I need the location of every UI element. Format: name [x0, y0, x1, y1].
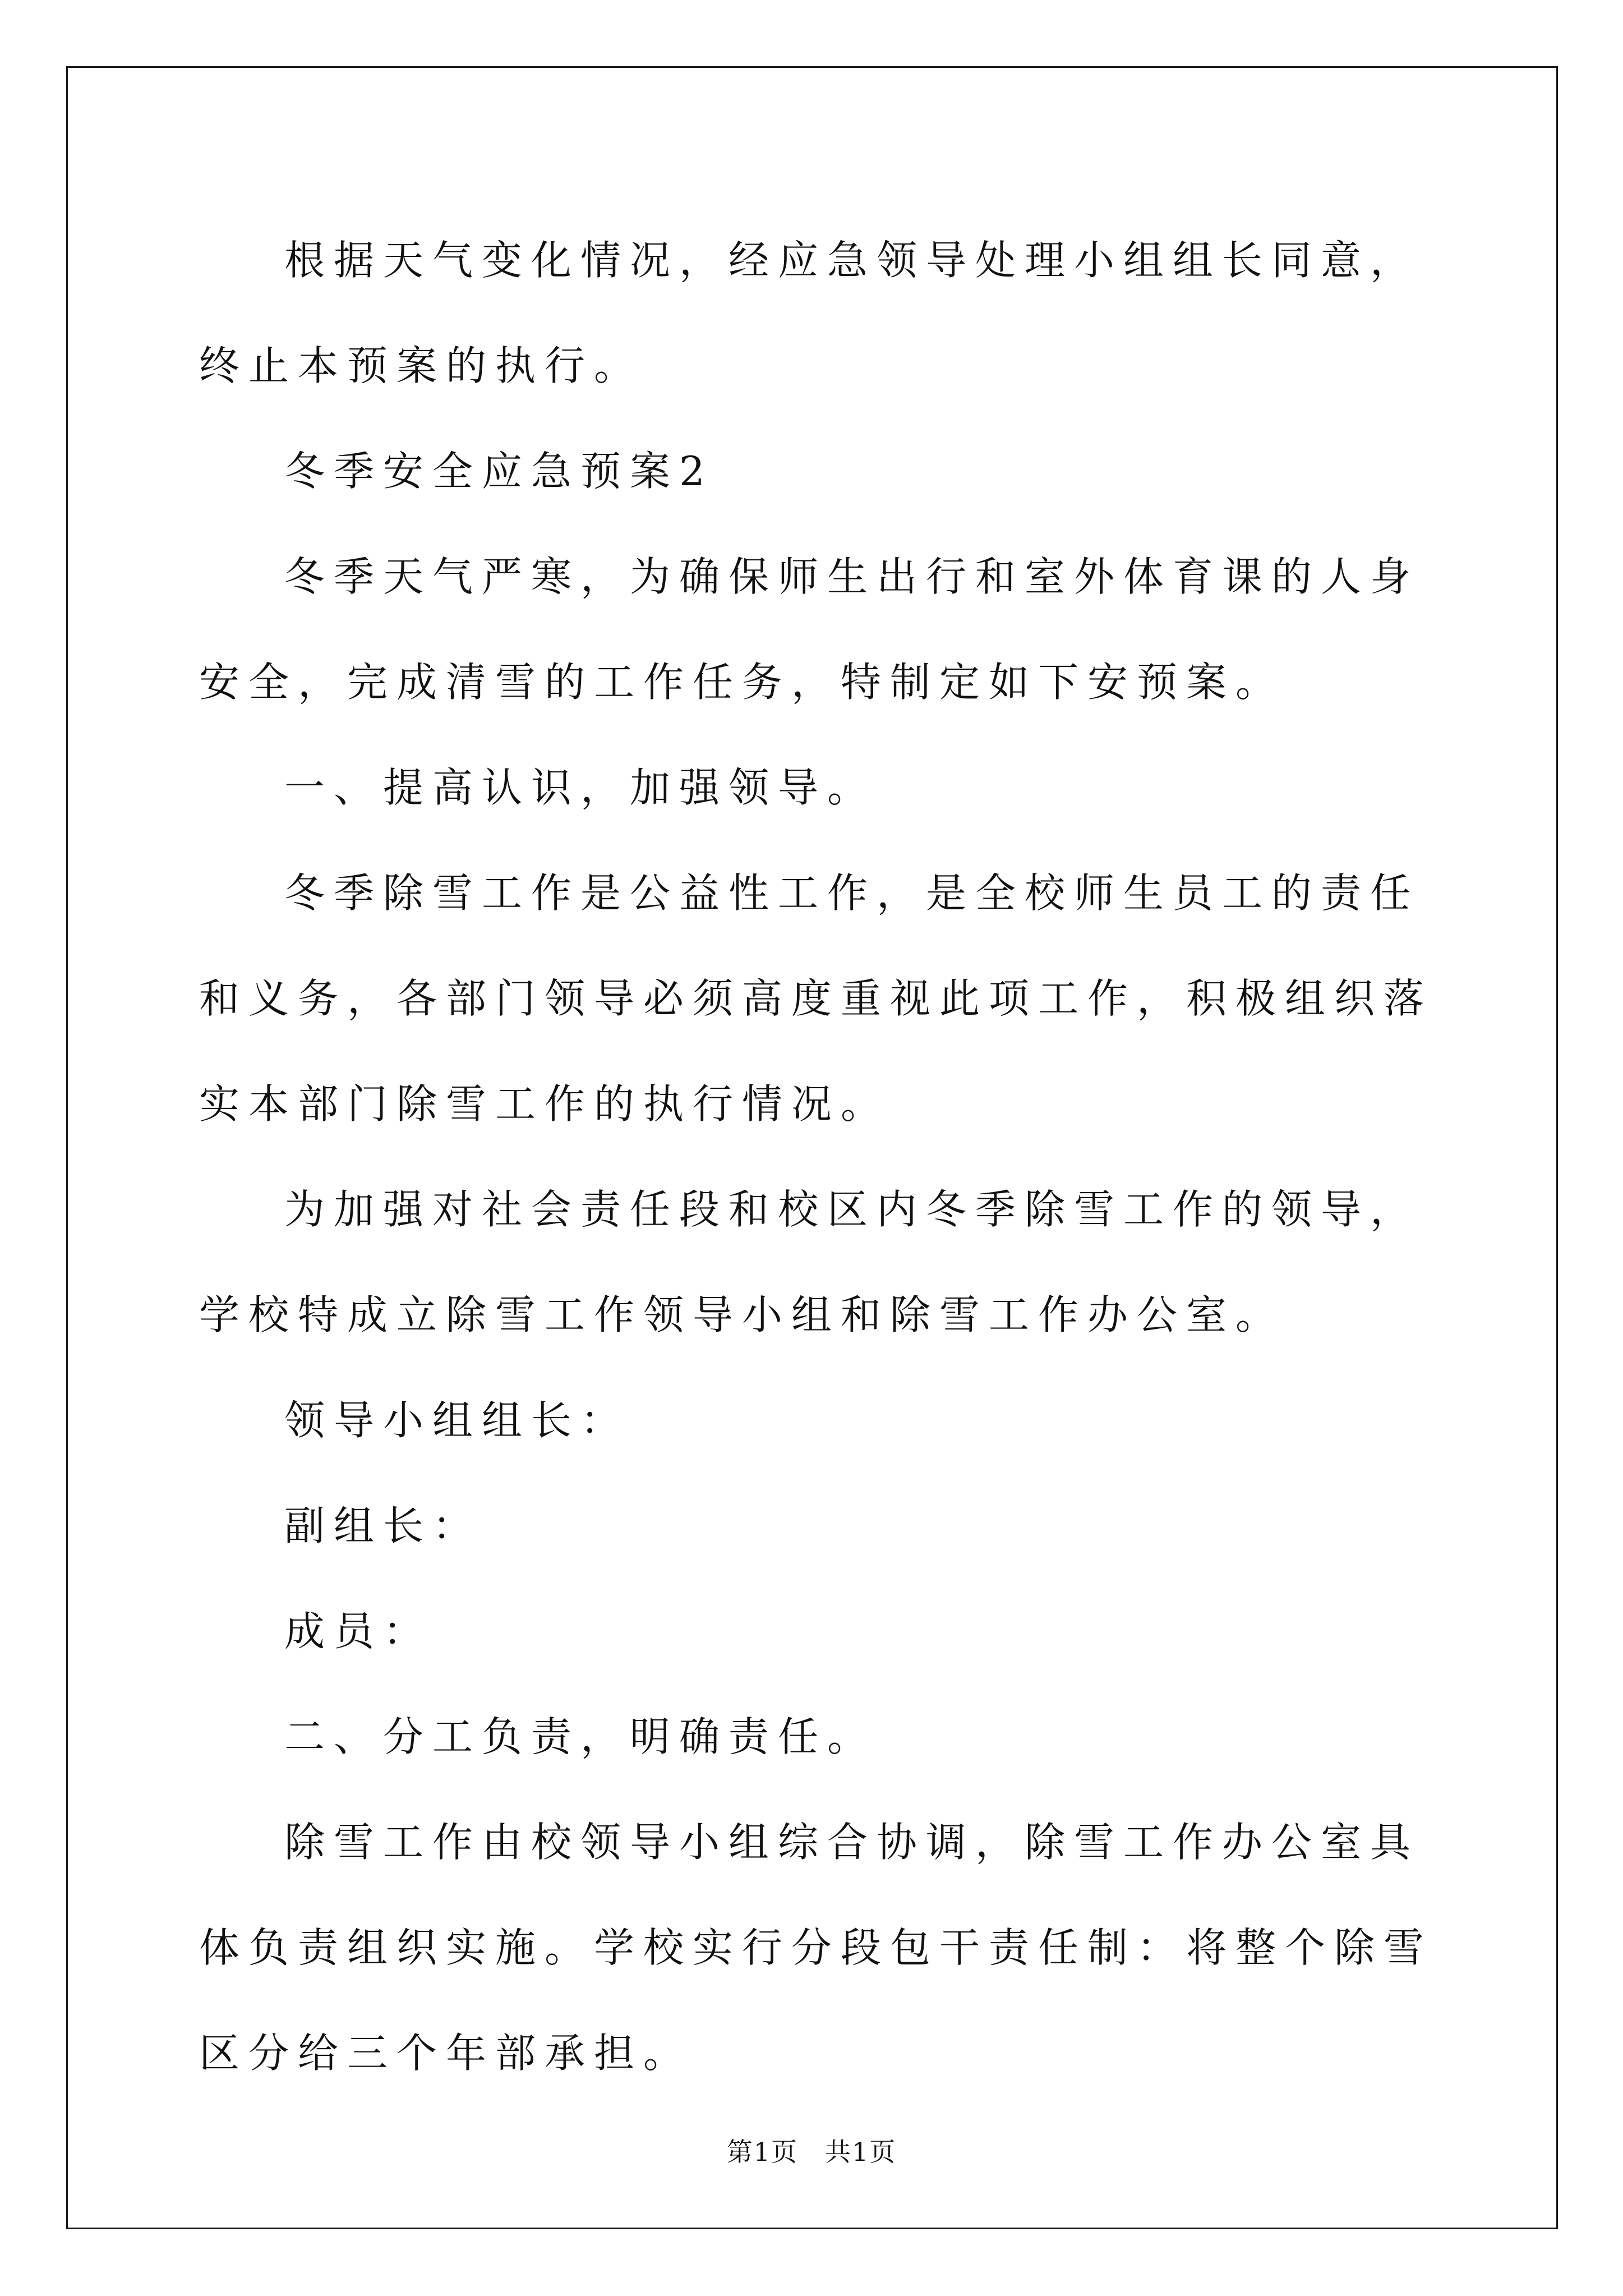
paragraph-group: 为加强对社会责任段和校区内冬季除雪工作的领导，学校特成立除雪工作领导小组和除雪工作办公室。 — [199, 1186, 1420, 1338]
members-line: 成员： — [284, 1608, 433, 1655]
document-body — [199, 208, 1433, 2106]
paragraph-duty: 冬季除雪工作是公益性工作，是全校师生员工的责任和义务，各部门领导必须高度重视此项工作，积极组织落实本部门除雪工作的执行情况。 — [199, 869, 1433, 1128]
paragraph-termination: 根据天气变化情况，经应急领导处理小组组长同意，终止本预案的执行。 — [199, 237, 1420, 389]
section-title: 冬季安全应急预案2 — [284, 448, 714, 495]
leader-line: 领导小组组长： — [284, 1397, 630, 1444]
heading-two: 二、分工负责，明确责任。 — [284, 1713, 877, 1760]
page-number-footer: 第1页 共1页 — [726, 2137, 897, 2167]
paragraph-intro: 冬季天气严寒，为确保师生出行和室外体育课的人身安全，完成清雪的工作任务，特制定如下安预案。 — [199, 553, 1420, 706]
deputy-line: 副组长： — [284, 1502, 482, 1549]
heading-one: 一、提高认识，加强领导。 — [284, 764, 877, 811]
paragraph-responsibility: 除雪工作由校领导小组综合协调，除雪工作办公室具体负责组织实施。学校实行分段包干责任制：将整个除雪区分给三个年部承担。 — [199, 1819, 1433, 2077]
